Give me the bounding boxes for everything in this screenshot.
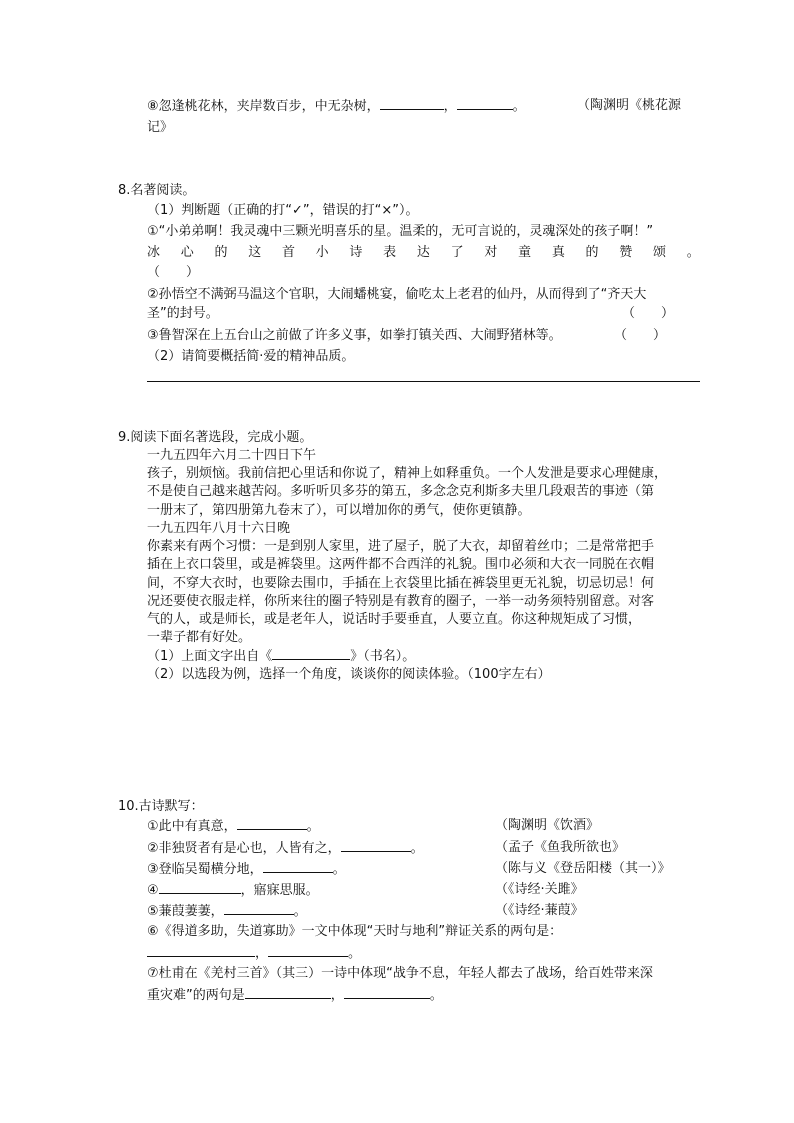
q9-date2: 一九五四年八月十六日晚: [147, 521, 291, 536]
period: 。: [512, 99, 526, 114]
q7-item8-line: [147, 96, 526, 116]
q7-item8-text: ⑧忽逢桃花林，夹岸数百步，中无杂树，: [147, 99, 380, 114]
q10-item7-line1: ⑦杜甫在《羌村三首》（其三）一诗中体现“战争不息，年轻人都去了战场，给百姓带来深: [147, 966, 653, 981]
q8-item1-answer[interactable]: （ ）: [147, 265, 200, 280]
q8-item2-line1: ②孙悟空不满弼马温这个官职，大闹蟠桃宴，偷吃太上老君的仙丹，从而得到了“齐天大: [147, 287, 647, 302]
answer-blank[interactable]: [224, 901, 294, 915]
q9-p1-line: 孩子，别烦恼。我前信把心里话和你说了，精神上如释重负。一个人发泄是要求心理健康，: [147, 466, 668, 481]
justified-char: 赞: [619, 245, 633, 260]
q10-item-post: 。: [410, 841, 424, 856]
book-title-blank[interactable]: [272, 646, 350, 660]
q9-p2-line: 你素来有两个习惯：一是到别人家里，进了屋子，脱了大衣，却留着丝巾；二是常常把手: [147, 539, 655, 554]
q10-item-source: （陶渊明《饮酒》: [495, 818, 600, 833]
q9-p2-line: 况还要使衣服走样，你所来往的圈子特别是有教育的圈子，一举一动务须特别留意。对客: [147, 594, 655, 609]
q9-p2-line: 气的人，或是师长，或是老年人，说话时手要垂直，人要立直。你这种规矩成了习惯，: [147, 612, 642, 627]
separator: ，: [255, 946, 269, 961]
justified-char: 表: [383, 245, 397, 260]
q8-item3: ③鲁智深在上五台山之前做了许多义事，如拳打镇关西、大闹野猪林等。: [147, 328, 562, 343]
q10-item7-pre: 重灾难”的两句是: [147, 988, 245, 1003]
q9-p1-line: 一册末了，第四册第九卷末了），可以增加你的勇气，使你更镇静。: [147, 503, 531, 518]
justified-char: 对: [484, 245, 498, 260]
q8-sub2: （2）请简要概括简·爱的精神品质。: [147, 349, 355, 364]
q9-p2-line: 插在上衣口袋里，或是裤袋里。这两件都不合西洋的礼貌。围巾必须和大衣一同脱在衣帽: [147, 557, 655, 572]
answer-blank[interactable]: [245, 985, 331, 999]
q9-date1: 一九五四年六月二十四日下午: [147, 448, 317, 463]
justified-char: 首: [281, 245, 295, 260]
q10-item-source: （陈与义《登岳阳楼（其一）》: [495, 861, 671, 876]
q7-source: （陶渊明《桃花源: [577, 98, 682, 113]
q10-title: 10.古诗默写：: [118, 799, 204, 814]
q9-sub2: （2）以选段为例，选择一个角度，谈谈你的阅读体验。（100字左右）: [147, 667, 551, 682]
answer-blank[interactable]: [380, 96, 444, 110]
q10-item: [147, 901, 307, 921]
q8-item3-answer[interactable]: （ ）: [614, 328, 667, 343]
answer-blank[interactable]: [147, 943, 255, 957]
justified-char: 冰: [147, 245, 161, 260]
justified-char: 心: [180, 245, 194, 260]
q10-item6-answers: [147, 943, 361, 963]
answer-blank[interactable]: [344, 985, 430, 999]
justified-char: 。: [686, 245, 700, 260]
q8-item1-line1: ①“小弟弟啊！我灵魂中三颗光明喜乐的星。温柔的，无可言说的，灵魂深处的孩子啊！”: [147, 224, 654, 239]
q8-sub1: （1）判断题（正确的打“✓”，错误的打“×”）。: [147, 203, 419, 218]
q10-item6: ⑥《得道多助，失道寡助》一文中体现“天时与地利”辩证关系的两句是：: [147, 924, 563, 939]
q10-item-source: （《诗经·关雎》: [495, 882, 584, 897]
q10-item-pre: ③登临吴蜀横分地，: [147, 862, 263, 877]
q10-item-source: （孟子《鱼我所欲也》: [495, 840, 626, 855]
q7-source-cont: 记》: [147, 120, 174, 135]
q10-item-pre: ②非独贤者有是心也，人皆有之，: [147, 841, 341, 856]
q10-item-post: ，寤寐思服。: [240, 883, 319, 898]
q10-item: [147, 816, 320, 836]
q10-item-post: 。: [293, 904, 307, 919]
q9-p2-line: 间，不穿大衣时，也要除去围巾，手插在上衣袋里比插在裤袋里更无礼貌，切忌切忌！何: [147, 576, 655, 591]
q9-sub1-pre: （1）上面文字出自《: [147, 649, 273, 664]
justified-char: 童: [518, 245, 532, 260]
period: 。: [429, 988, 443, 1003]
answer-blank[interactable]: [457, 96, 513, 110]
justified-char: 诗: [349, 245, 363, 260]
separator: ，: [443, 99, 457, 114]
answer-blank[interactable]: [237, 816, 307, 830]
justified-char: 达: [416, 245, 430, 260]
q9-p1-line: 不是使自己越来越苦闷。多听听贝多芬的第五，多念念克利斯多夫里几段艰苦的事迹（第: [147, 484, 655, 499]
answer-blank[interactable]: [159, 880, 241, 894]
q9-p2-line: 一辈子都有好处。: [147, 630, 252, 645]
answer-blank[interactable]: [263, 859, 333, 873]
answer-line[interactable]: [147, 381, 700, 382]
q9-title: 9.阅读下面名著选段，完成小题。: [118, 430, 313, 445]
q10-item-pre: ⑤蒹葭萋萋，: [147, 904, 224, 919]
q10-item: [147, 859, 346, 879]
justified-char: 的: [585, 245, 599, 260]
q10-item-pre: ①此中有真意，: [147, 819, 237, 834]
q10-item-source: （《诗经·蒹葭》: [495, 903, 584, 918]
q10-item-post: 。: [306, 819, 320, 834]
q9-sub1-post: 》（书名）。: [350, 649, 416, 664]
q9-sub1: [147, 646, 415, 666]
justified-char: 真: [551, 245, 565, 260]
q10-item7-line2: [147, 985, 443, 1005]
justified-char: 的: [214, 245, 228, 260]
q8-item1-line2: [147, 243, 700, 262]
q10-item-post: 。: [332, 862, 346, 877]
justified-char: 颂: [653, 245, 667, 260]
q10-item: [147, 880, 319, 900]
period: 。: [348, 946, 362, 961]
separator: ，: [330, 988, 344, 1003]
q8-item2-line2: 圣”的封号。: [147, 306, 219, 321]
answer-blank[interactable]: [268, 943, 348, 957]
q8-title: 8.名著阅读。: [118, 183, 196, 198]
justified-char: 这: [248, 245, 262, 260]
q10-item: [147, 838, 424, 858]
justified-char: 小: [315, 245, 329, 260]
q8-item2-answer[interactable]: （ ）: [622, 306, 675, 321]
justified-char: 了: [450, 245, 464, 260]
answer-blank[interactable]: [341, 838, 411, 852]
q10-item-pre: ④: [147, 883, 159, 898]
